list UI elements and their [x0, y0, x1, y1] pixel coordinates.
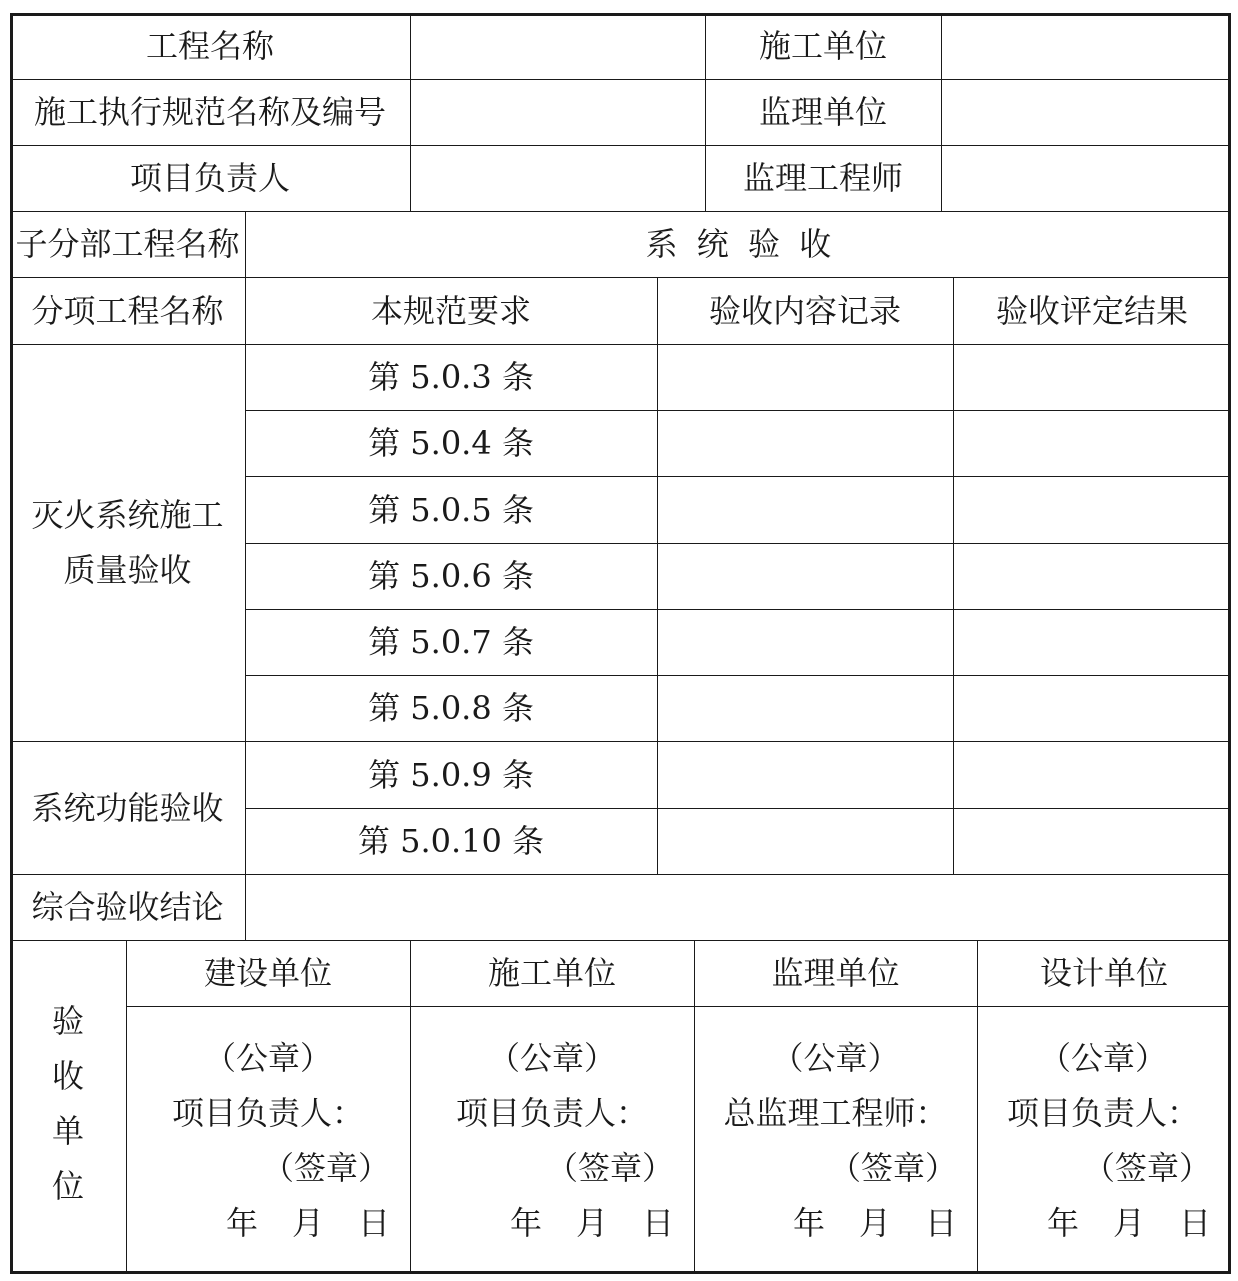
supervisor-unit-value[interactable] — [941, 79, 1231, 145]
requirement-clause: 第 5.0.4 条 — [368, 424, 534, 462]
sign-line: （签章） — [828, 1148, 957, 1187]
seal-line: （公章） — [771, 1038, 900, 1077]
side-label-char: 验 — [51, 1002, 84, 1040]
date-month: 月 — [291, 1203, 324, 1242]
date-year: 年 — [225, 1203, 258, 1242]
supervisor-engineer-label: 监理工程师 — [742, 159, 903, 197]
date-month: 月 — [1112, 1203, 1145, 1242]
unit-title: 设计单位 — [1039, 954, 1168, 992]
project-manager-label: 项目负责人 — [129, 159, 290, 197]
date-line — [995, 1195, 1211, 1250]
unit-title: 监理单位 — [771, 954, 900, 992]
spec-label: 施工执行规范名称及编号 — [33, 93, 386, 131]
group-name-line: 灭火系统施工 — [31, 495, 224, 534]
sign-line: （签章） — [545, 1148, 674, 1187]
requirement-clause: 第 5.0.8 条 — [368, 689, 534, 727]
supervisor-engineer-value[interactable] — [941, 145, 1231, 211]
project-name-value[interactable] — [410, 13, 705, 79]
date-month: 月 — [858, 1203, 891, 1242]
unit-title: 施工单位 — [487, 954, 616, 992]
column-header-record: 验收内容记录 — [708, 291, 901, 330]
contractor-value[interactable] — [941, 13, 1231, 79]
unit-title: 建设单位 — [203, 954, 332, 992]
conclusion-label: 综合验收结论 — [31, 888, 224, 926]
side-label-char: 收 — [51, 1057, 84, 1095]
column-header-item: 分项工程名称 — [31, 291, 224, 330]
requirement-clause: 第 5.0.9 条 — [368, 755, 534, 794]
group-name: 系统功能验收 — [31, 788, 224, 827]
side-label-char: 位 — [51, 1167, 84, 1205]
unit-signoff — [126, 1030, 410, 1270]
rule — [953, 277, 954, 874]
group-name-line: 质量验收 — [63, 550, 192, 589]
requirement-clause: 第 5.0.5 条 — [368, 490, 534, 529]
conclusion-value[interactable] — [245, 874, 1231, 940]
unit-signoff — [977, 1030, 1231, 1270]
requirement-clause: 第 5.0.7 条 — [368, 623, 534, 661]
supervisor-unit-label: 监理单位 — [758, 93, 887, 131]
requirement-clause: 第 5.0.6 条 — [368, 557, 534, 595]
spec-value[interactable] — [410, 79, 705, 145]
unit-signoff — [410, 1030, 694, 1270]
person-line: 项目负责人： — [171, 1093, 364, 1132]
date-line — [430, 1195, 674, 1250]
subdivision-label: 子分部工程名称 — [15, 225, 240, 263]
rule — [126, 1006, 1231, 1007]
acceptance-side-label — [10, 940, 126, 1274]
project-manager-value[interactable] — [410, 145, 705, 211]
seal-line: （公章） — [203, 1038, 332, 1077]
date-year: 年 — [1046, 1203, 1079, 1242]
date-line — [146, 1195, 390, 1250]
group-name — [10, 344, 245, 741]
requirement-clause: 第 5.0.3 条 — [368, 358, 534, 396]
date-year: 年 — [509, 1203, 542, 1242]
contractor-label: 施工单位 — [758, 27, 887, 65]
project-name-label: 工程名称 — [145, 27, 274, 65]
date-day: 日 — [641, 1203, 674, 1242]
column-header-result: 验收评定结果 — [995, 291, 1188, 330]
person-line: 项目负责人： — [455, 1093, 648, 1132]
person-line: 总监理工程师： — [723, 1093, 948, 1132]
column-header-requirement: 本规范要求 — [370, 291, 531, 330]
date-year: 年 — [792, 1203, 825, 1242]
date-line — [714, 1195, 957, 1250]
requirement-clause: 第 5.0.10 条 — [357, 822, 545, 860]
person-line: 项目负责人： — [1006, 1093, 1199, 1132]
date-day: 日 — [1178, 1203, 1211, 1242]
subdivision-value: 系统验收 — [645, 225, 851, 263]
seal-line: （公章） — [487, 1038, 616, 1077]
sign-line: （签章） — [261, 1148, 390, 1187]
side-label-char: 单 — [51, 1112, 84, 1150]
date-day: 日 — [357, 1203, 390, 1242]
date-month: 月 — [575, 1203, 608, 1242]
date-day: 日 — [924, 1203, 957, 1242]
seal-line: （公章） — [1038, 1038, 1167, 1077]
unit-signoff — [694, 1030, 977, 1270]
rule — [657, 277, 658, 874]
sign-line: （签章） — [1082, 1148, 1211, 1187]
